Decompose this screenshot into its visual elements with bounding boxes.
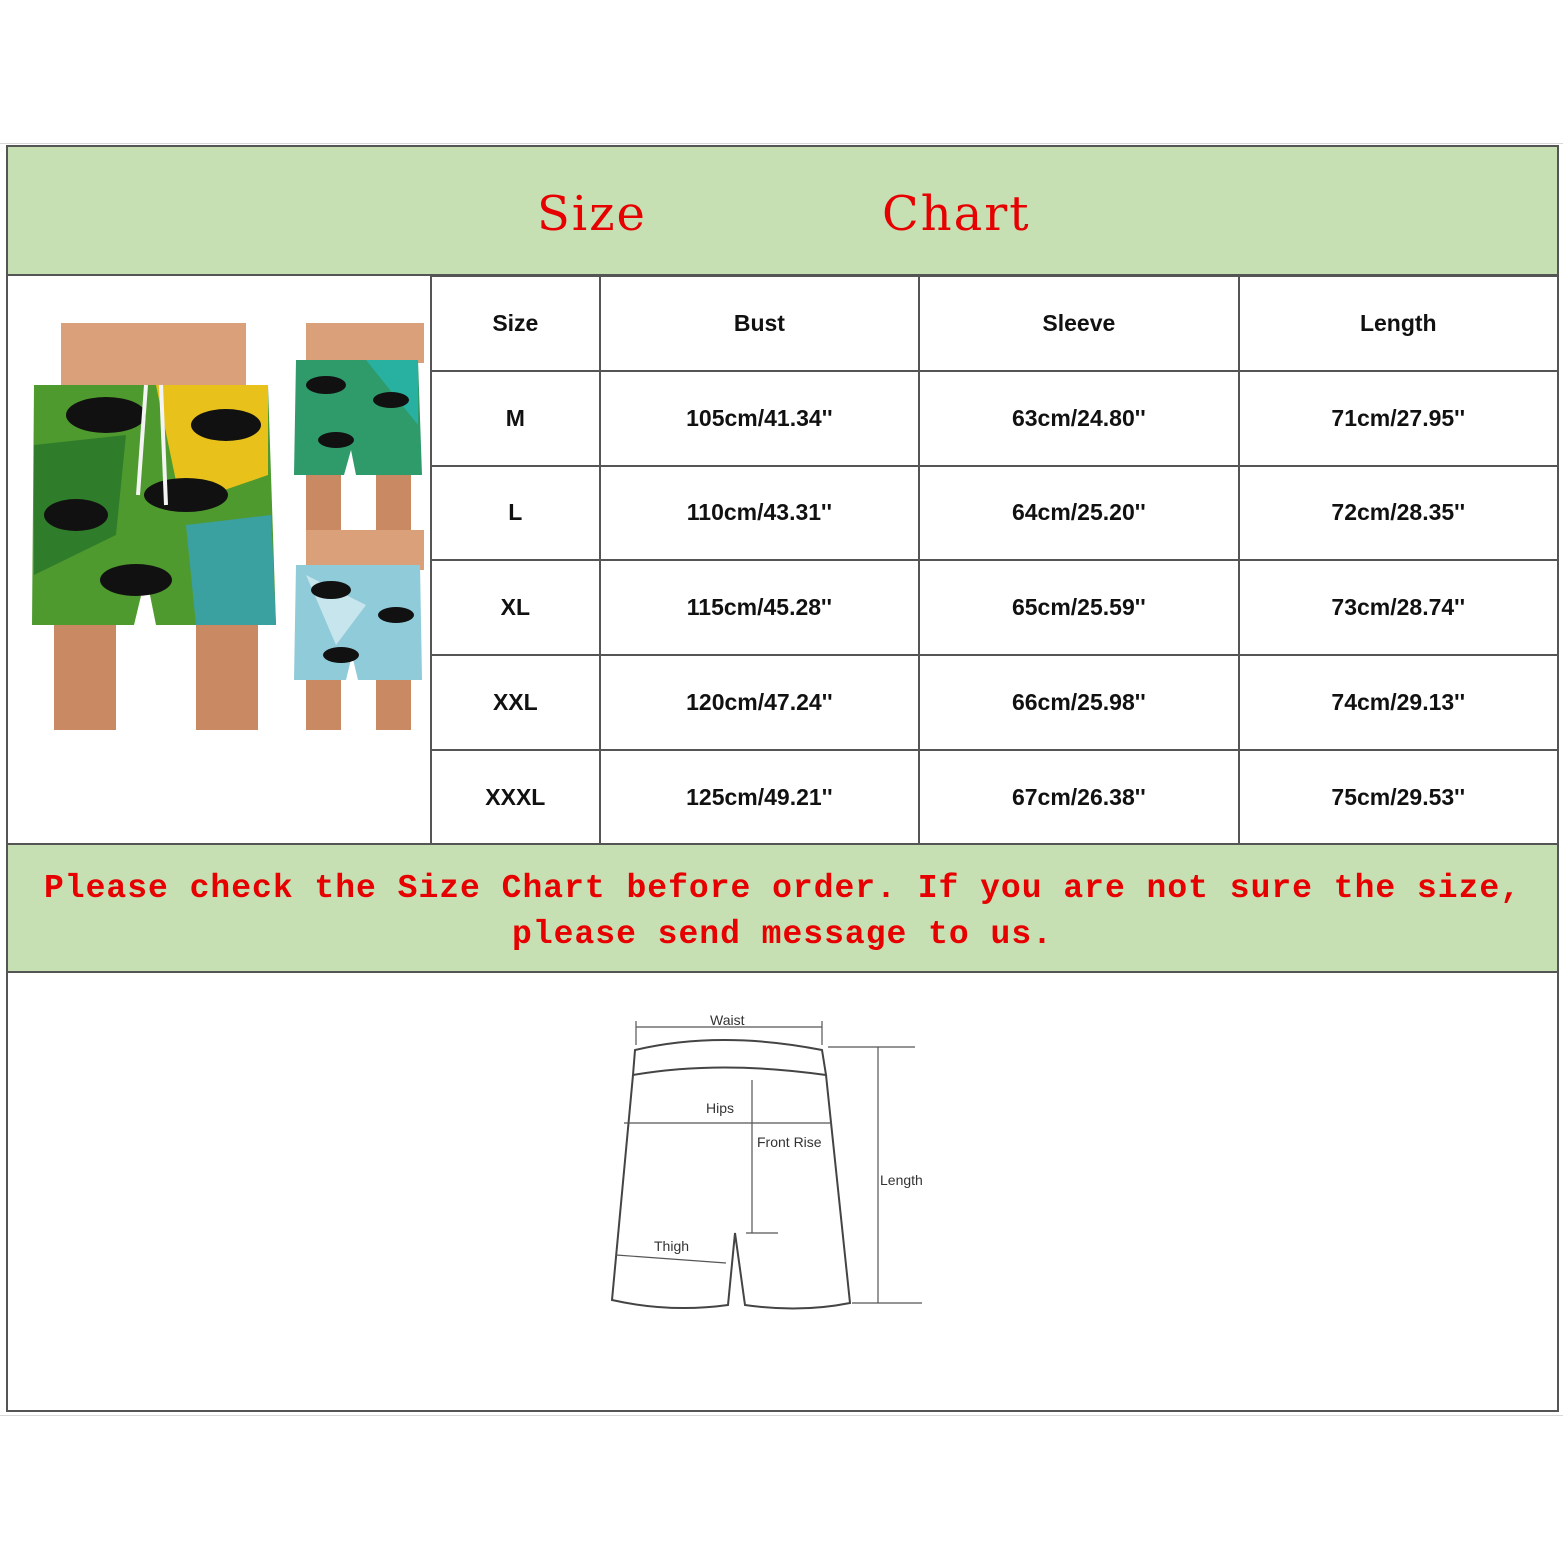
title-word-size: Size xyxy=(537,186,647,242)
measurement-diagram xyxy=(600,1005,940,1325)
model-small-blue xyxy=(294,530,424,730)
cell-size: XXL xyxy=(431,655,600,750)
cell-size: XL xyxy=(431,560,600,655)
header-size: Size xyxy=(431,276,600,371)
sheet-gridline xyxy=(0,143,1563,144)
shorts-outline xyxy=(612,1040,850,1309)
size-notice-line2: please send message to us. xyxy=(512,916,1053,953)
label-waist: Waist xyxy=(710,1012,745,1028)
cell-length: 71cm/27.95'' xyxy=(1239,371,1558,466)
cell-bust: 105cm/41.34'' xyxy=(600,371,919,466)
model-large xyxy=(32,323,276,730)
cell-size: XXXL xyxy=(431,750,600,845)
cell-bust: 125cm/49.21'' xyxy=(600,750,919,845)
table-header-row xyxy=(431,276,1558,371)
label-length: Length xyxy=(880,1172,923,1188)
header-sleeve: Sleeve xyxy=(919,276,1238,371)
title-word-chart: Chart xyxy=(882,186,1031,242)
size-notice xyxy=(6,866,1559,958)
model-small-green xyxy=(294,323,424,530)
cell-sleeve: 64cm/25.20'' xyxy=(919,466,1238,561)
cell-sleeve: 65cm/25.59'' xyxy=(919,560,1238,655)
cell-sleeve: 67cm/26.38'' xyxy=(919,750,1238,845)
cell-bust: 115cm/45.28'' xyxy=(600,560,919,655)
sheet-gridline xyxy=(0,1415,1563,1416)
cell-sleeve: 66cm/25.98'' xyxy=(919,655,1238,750)
header-length: Length xyxy=(1239,276,1558,371)
product-photo-cell xyxy=(6,275,432,844)
table-row xyxy=(431,750,1558,845)
label-front-rise: Front Rise xyxy=(757,1134,822,1150)
cell-bust: 110cm/43.31'' xyxy=(600,466,919,561)
label-hips: Hips xyxy=(706,1100,735,1116)
header-bust: Bust xyxy=(600,276,919,371)
cell-length: 73cm/28.74'' xyxy=(1239,560,1558,655)
title-banner xyxy=(6,145,1559,276)
cell-size: M xyxy=(431,371,600,466)
table-row xyxy=(431,466,1558,561)
cell-length: 74cm/29.13'' xyxy=(1239,655,1558,750)
cell-length: 75cm/29.53'' xyxy=(1239,750,1558,845)
table-row xyxy=(431,371,1558,466)
table-row xyxy=(431,560,1558,655)
cell-length: 72cm/28.35'' xyxy=(1239,466,1558,561)
cell-bust: 120cm/47.24'' xyxy=(600,655,919,750)
table-row xyxy=(431,655,1558,750)
cell-size: L xyxy=(431,466,600,561)
measure-lines xyxy=(616,1021,922,1303)
cell-sleeve: 63cm/24.80'' xyxy=(919,371,1238,466)
swim-shorts-photo xyxy=(6,275,430,842)
size-table xyxy=(430,275,1559,846)
size-notice-line1: Please check the Size Chart before order. If you are not sure the size, xyxy=(43,870,1522,907)
label-thigh: Thigh xyxy=(654,1238,690,1254)
